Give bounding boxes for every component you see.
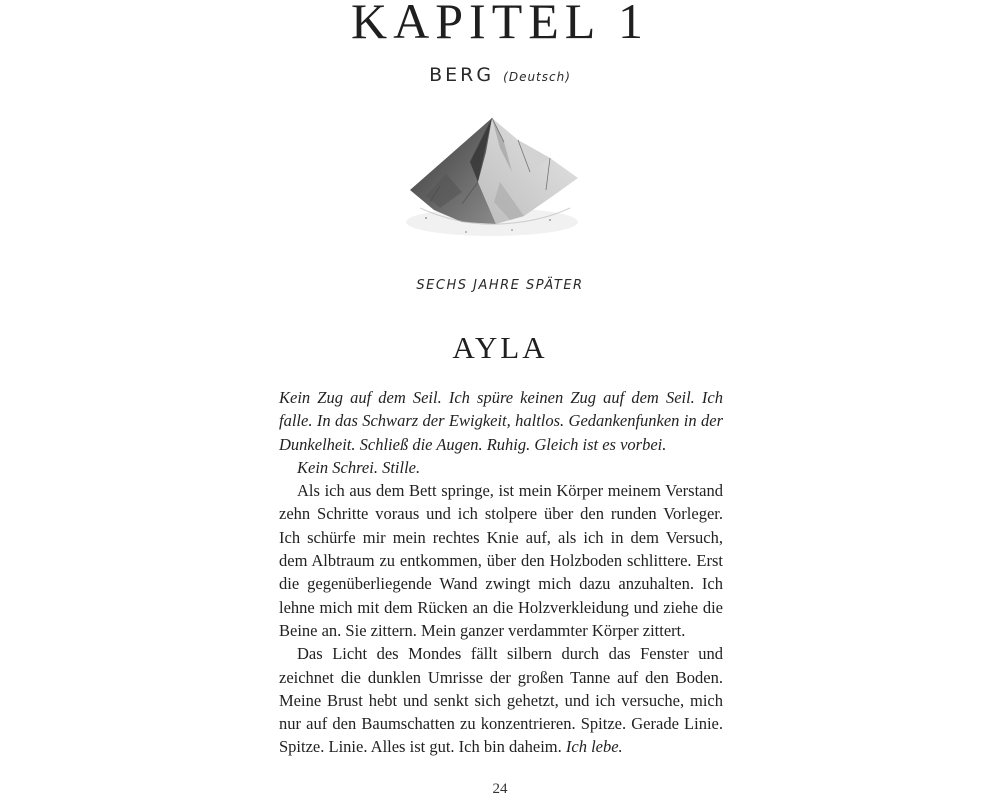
chapter-title: KAPITEL 1	[351, 0, 649, 49]
mountain-illustration	[400, 112, 590, 252]
body-paragraph-2-text: Das Licht des Mondes fällt silbern durch das Fenster und zeichnet die dunklen Umrisse der großen Tanne auf den Boden. Meine Brust hebt und senkt sich gehetzt, und ich versuche, mich nur auf den Baumschatten zu konzentrieren. Spitze. Gerade Linie. Spitze. Linie. Alles ist gut. Ich bin daheim.	[279, 644, 723, 757]
page-number: 24	[492, 781, 508, 797]
pov-character-heading: AYLA	[452, 330, 548, 365]
chapter-subtitle	[0, 64, 1000, 86]
chapter-word: BERG	[429, 64, 495, 86]
dream-paragraph-2: Kein Schrei. Stille.	[297, 457, 421, 477]
dream-paragraph-1: Kein Zug auf dem Seil. Ich spüre keinen Zug auf dem Seil. Ich falle. In das Schwarz der Ewigkeit, haltlos. Gedankenfunken in der Dunkelheit. Schließ die Augen. Ruhig. Gleich ist es vorbei.	[279, 388, 723, 454]
chapter-body	[279, 386, 723, 759]
chapter-language: (Deutsch)	[503, 70, 571, 84]
body-paragraph-1: Als ich aus dem Bett springe, ist mein Körper meinem Verstand zehn Schritte voraus und ich stolpere über den runden Vorleger. Ich schürfe mir mein rechtes Knie auf, als ich in dem Versuch, dem Albtraum zu entkommen, über den Holzboden schlittere. Erst die gegenüberliegende Wand zwingt mich dazu anzuhalten. Ich lehne mich mit dem Rücken an die Holzverkleidung und ziehe die Beine an. Sie zittern. Mein ganzer verdammter Körper zittert.	[279, 481, 723, 640]
body-paragraph-2-emphasis: Ich lebe.	[565, 737, 623, 757]
body-paragraph-2	[279, 642, 723, 758]
time-skip-label: SECHS JAHRE SPÄTER	[416, 278, 584, 293]
